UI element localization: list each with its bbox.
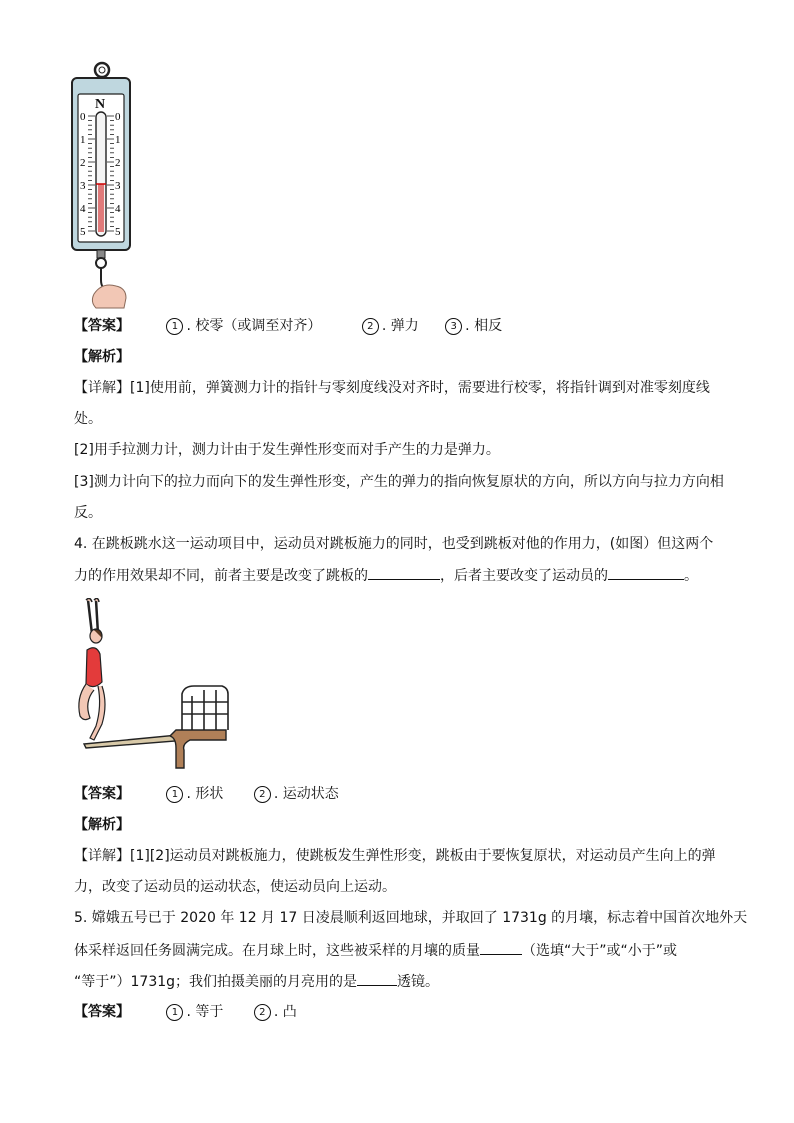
q5-question-line: 5. 嫦娥五号已于 2020 年 12 月 17 日凌晨顺利返回地球，并取回了 1731g 的月壤，标志着中国首次地外天 [74,910,748,926]
q4-answer-row [74,784,339,804]
scale-indicator [98,184,104,232]
scale-tick-label-right: 1 [115,134,121,146]
scale-tick-label-left: 4 [80,203,86,215]
board-railing [182,686,228,730]
q3-analysis-line: 反。 [74,505,102,521]
q4-analysis-line: 力，改变了运动员的运动状态，使运动员向上运动。 [74,879,396,895]
scale-tick-label-left: 2 [80,157,86,169]
answer-2: 2 . 弹力 [362,316,419,336]
fill-blank [368,565,440,580]
answer-1: 1 . 校零（或调至对齐） [166,316,321,336]
q3-analysis-line: 【详解】[1]使用前，弹簧测力计的指针与零刻度线没对齐时，需要进行校零，将指针调到对准零刻度线 [74,380,710,396]
scale-tick-label-right: 3 [115,180,121,192]
fill-blank [608,565,684,580]
answer-tag: 【答案】 [74,786,130,802]
q4-analysis-line: 【详解】[1][2]运动员对跳板施力，使跳板发生弹性形变，跳板由于要恢复原状，对运动员产生向上的弹 [74,848,716,864]
q5-answer-row [74,1002,297,1022]
scale-tick-label-right: 2 [115,157,121,169]
q4-question-line: 4. 在跳板跳水这一运动项目中，运动员对跳板施力的同时，也受到跳板对他的作用力，(如图）但这两个 [74,536,714,552]
q4-analysis-tag: 【解析】 [74,817,130,833]
q3-analysis-tag: 【解析】 [74,349,130,365]
q3-analysis-line: [2]用手拉测力计，测力计由于发生弹性形变而对手产生的力是弹力。 [74,442,500,458]
q3-analysis-line: 处。 [74,411,102,427]
q5-question-line2: 体采样返回任务圆满完成。在月球上时，这些被采样的月壤的质量 （选填“大于”或“小于”或 [74,940,677,961]
hand-icon [92,285,126,308]
scale-tick-label-left: 0 [80,111,86,123]
answer-tag: 【答案】 [74,318,130,334]
answer-3: 3 . 相反 [445,316,502,336]
scale-unit-label: N [95,97,106,112]
fill-blank [480,940,522,955]
scale-tick-label-left: 3 [80,180,86,192]
answer-tag: 【答案】 [74,1004,130,1020]
spring-scale-figure [66,58,138,310]
answer-2: 2 . 运动状态 [254,784,339,804]
q5-question-line3: “等于”）1731g；我们拍摄美丽的月亮用的是 透镜。 [74,971,439,992]
diver-figure [72,598,232,772]
scale-tick-label-left: 1 [80,134,86,146]
fill-blank [357,971,397,986]
answer-1: 1 . 形状 [166,784,223,804]
scale-tick-label-left: 5 [80,226,86,238]
scale-tick-label-right: 5 [115,226,121,238]
answer-2: 2 . 凸 [254,1002,297,1022]
swimsuit [86,648,102,687]
q4-question-line2: 力的作用效果却不同，前者主要是改变了跳板的 ，后者主要改变了运动员的 。 [74,565,698,586]
scale-tick-label-right: 0 [115,111,121,123]
answer-1: 1 . 等于 [166,1002,223,1022]
scale-tick-label-right: 4 [115,203,121,215]
q3-analysis-line: [3]测力计向下的拉力而向下的发生弹性形变，产生的弹力的指向恢复原状的方向，所以方向与拉力方向相 [74,474,724,490]
q3-answer-row [74,316,502,336]
